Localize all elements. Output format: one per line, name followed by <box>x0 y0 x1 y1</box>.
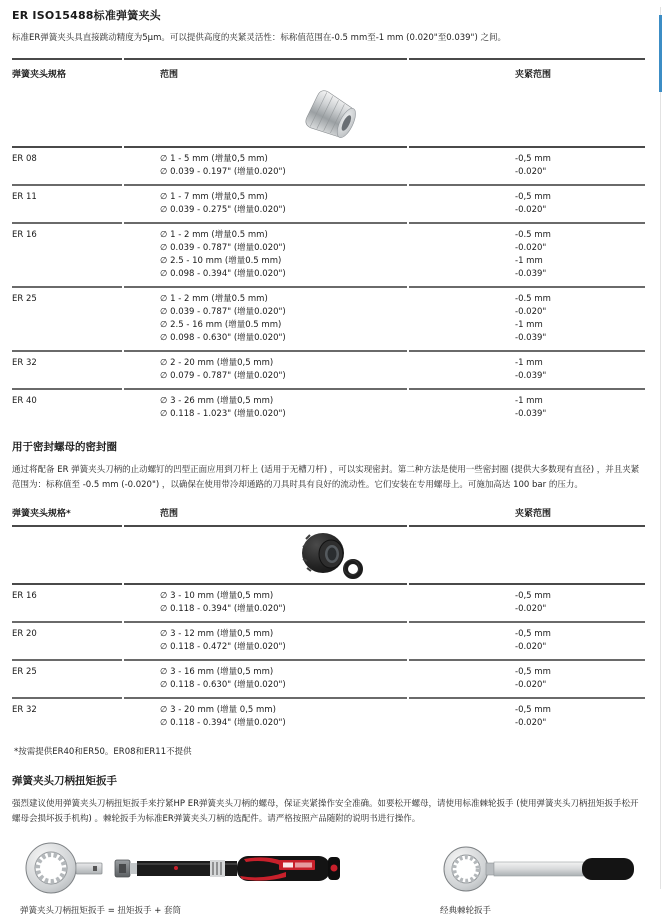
table2-header-row <box>0 499 663 525</box>
range-line: ∅ 3 - 16 mm (增量0,5 mm) <box>160 667 274 677</box>
range-line: ∅ 3 - 20 mm (增量 0,5 mm) <box>160 705 276 715</box>
sealing-nut-icon <box>298 529 366 581</box>
range-line: ∅ 0.039 - 0.197" (增量0.020") <box>160 167 286 177</box>
clamp-line: -0.020" <box>515 167 547 177</box>
clamp-line: -0,5 mm <box>515 629 551 639</box>
clamp-line: -0,5 mm <box>515 192 551 202</box>
table-row <box>0 148 663 184</box>
torque-wrench-icon <box>114 846 342 892</box>
clamp-line: -0.020" <box>515 642 547 652</box>
caption-torque-wrench: 弹簧夹头刀柄扭矩扳手 = 扭矩扳手 + 套筒 <box>20 906 182 916</box>
clamp-range <box>515 293 645 345</box>
range-line: ∅ 0.118 - 1.023" (增量0.020") <box>160 409 286 419</box>
collet-range <box>160 153 515 179</box>
range-line: ∅ 0.039 - 0.787" (增量0.020") <box>160 243 286 253</box>
table-rule <box>12 184 645 186</box>
clamp-line: -0,5 mm <box>515 154 551 164</box>
clamp-range <box>515 191 645 217</box>
page-title: ER ISO15488标准弹簧夹头 <box>12 9 161 22</box>
table-row <box>0 585 663 621</box>
col-header-range: 范围 <box>160 70 179 80</box>
range-line: ∅ 0.079 - 0.787" (增量0.020") <box>160 371 286 381</box>
range-line: ∅ 1 - 7 mm (增量0,5 mm) <box>160 192 268 202</box>
ratchet-wrench-icon <box>440 843 636 895</box>
clamp-range <box>515 153 645 179</box>
collet-range <box>160 395 515 421</box>
section-body-seal-rings: 通过将配备 ER 弹簧夹头刀柄的止动螺钉的凹型正面应用到刀杆上 (适用于无槽刀杆) ，可以实现密封。第二种方法是使用一些密封圈 (提供大多数现有直径) ，并且夹紧范围为：标称值至 -0.5 mm (-0.020") ，以确保在使用带冷却通路的刀具时具有良好的流动性。它们安装在专用螺母上。可施加高达 100 bar 的压力。 <box>12 465 640 490</box>
table-rule <box>12 659 645 661</box>
clamp-line: -0.039" <box>515 409 547 419</box>
collet-spec: ER 11 <box>12 192 37 202</box>
clamp-range <box>515 395 645 421</box>
intro-text: 标准ER弹簧夹头具直接跳动精度为5μm。可以提供高度的夹紧灵活性：标称值范围在-0.5 mm至-1 mm (0.020"至0.039") 之间。 <box>12 33 506 43</box>
collet-range <box>160 666 515 692</box>
collet-spec: ER 40 <box>12 396 37 406</box>
collet-range <box>160 590 515 616</box>
collet-spec: ER 32 <box>12 358 37 368</box>
range-line: ∅ 2.5 - 10 mm (增量0.5 mm) <box>160 256 282 266</box>
range-line: ∅ 0.118 - 0.394" (增量0.020") <box>160 718 286 728</box>
collet-range <box>160 191 515 217</box>
caption-ratchet-wrench: 经典棘轮扳手 <box>440 906 492 916</box>
table-rule <box>12 697 645 699</box>
clamp-line: -0.039" <box>515 371 547 381</box>
clamp-line: -0.020" <box>515 604 547 614</box>
collet-spec: ER 20 <box>12 629 37 639</box>
table-rule <box>12 146 645 148</box>
table-row <box>0 186 663 222</box>
clamp-line: -1 mm <box>515 256 543 266</box>
clamp-range <box>515 666 645 692</box>
collet-spec: ER 25 <box>12 667 37 677</box>
table-row <box>0 623 663 659</box>
socket-ring-icon <box>20 840 106 898</box>
col-header-range: 范围 <box>160 509 179 519</box>
table-rule <box>12 388 645 390</box>
clamp-line: -0.039" <box>515 333 547 343</box>
table-row <box>0 661 663 697</box>
range-line: ∅ 0.118 - 0.394" (增量0.020") <box>160 604 286 614</box>
tool-images-row <box>20 840 663 898</box>
catalog-page <box>0 7 663 916</box>
clamp-line: -1 mm <box>515 358 543 368</box>
section-title-torque-wrench: 弹簧夹头刀柄扭矩扳手 <box>12 775 117 787</box>
clamp-line: -0.039" <box>515 269 547 279</box>
collet-range <box>160 293 515 345</box>
table-rule <box>12 58 645 60</box>
collet-spec: ER 25 <box>12 294 37 304</box>
collet-range <box>160 357 515 383</box>
clamp-range <box>515 590 645 616</box>
clamp-line: -0.020" <box>515 680 547 690</box>
sealing-nut-image <box>0 527 663 583</box>
col-header-clamp: 夹紧范围 <box>515 509 552 519</box>
clamp-line: -0,5 mm <box>515 705 551 715</box>
clamp-line: -0.5 mm <box>515 294 551 304</box>
clamp-line: -1 mm <box>515 320 543 330</box>
col-header-spec: 弹簧夹头规格* <box>12 509 71 519</box>
range-line: ∅ 3 - 12 mm (增量0,5 mm) <box>160 629 274 639</box>
range-line: ∅ 3 - 10 mm (增量0,5 mm) <box>160 591 274 601</box>
clamp-line: -0.020" <box>515 243 547 253</box>
table-row <box>0 352 663 388</box>
range-line: ∅ 0.098 - 0.394" (增量0.020") <box>160 269 286 279</box>
clamp-line: -0.020" <box>515 205 547 215</box>
collet-spec: ER 08 <box>12 154 37 164</box>
page-edge-line <box>660 7 661 889</box>
collet-spec: ER 16 <box>12 591 37 601</box>
clamp-line: -0,5 mm <box>515 591 551 601</box>
clamp-range <box>515 357 645 383</box>
table1-header-row <box>0 60 663 86</box>
er-collet-image <box>0 86 663 146</box>
section-title-seal-rings: 用于密封螺母的密封圈 <box>12 441 117 453</box>
range-line: ∅ 0.118 - 0.630" (增量0.020") <box>160 680 286 690</box>
col-header-clamp: 夹紧范围 <box>515 70 552 80</box>
collet-range <box>160 704 515 730</box>
range-line: ∅ 0.039 - 0.787" (增量0.020") <box>160 307 286 317</box>
range-line: ∅ 0.039 - 0.275" (增量0.020") <box>160 205 286 215</box>
tool-captions-row <box>20 904 663 916</box>
table-rule <box>12 286 645 288</box>
table-rule <box>12 621 645 623</box>
clamp-line: -0.020" <box>515 307 547 317</box>
range-line: ∅ 1 - 5 mm (增量0,5 mm) <box>160 154 268 164</box>
table-rule <box>12 583 645 585</box>
clamp-range <box>515 628 645 654</box>
collet-range <box>160 229 515 281</box>
range-line: ∅ 1 - 2 mm (增量0.5 mm) <box>160 294 268 304</box>
collet-spec: ER 32 <box>12 705 37 715</box>
table-row <box>0 699 663 735</box>
table2-footnote: *按需提供ER40和ER50。ER08和ER11不提供 <box>14 747 192 757</box>
clamp-line: -0.020" <box>515 718 547 728</box>
collet-range <box>160 628 515 654</box>
range-line: ∅ 3 - 26 mm (增量0,5 mm) <box>160 396 274 406</box>
collet-spec: ER 16 <box>12 230 37 240</box>
range-line: ∅ 0.098 - 0.630" (增量0.020") <box>160 333 286 343</box>
blue-accent-bar <box>659 15 662 92</box>
col-header-spec: 弹簧夹头规格 <box>12 70 67 80</box>
clamp-line: -0,5 mm <box>515 667 551 677</box>
clamp-range <box>515 704 645 730</box>
er-collet-icon <box>303 87 361 145</box>
range-line: ∅ 2.5 - 16 mm (增量0.5 mm) <box>160 320 282 330</box>
clamp-line: -0.5 mm <box>515 230 551 240</box>
range-line: ∅ 2 - 20 mm (增量0,5 mm) <box>160 358 274 368</box>
section-body-torque-wrench: 强烈建议使用弹簧夹头刀柄扭矩扳手来拧紧HP ER弹簧夹头刀柄的螺母，保证夹紧操作安全准确。如要松开螺母，请使用标准棘轮扳手 (使用弹簧夹头刀柄扭矩扳手松开螺母会损坏扳手机构) 。棘轮扳手为标准ER弹簧夹头刀柄的选配件。请严格按照产品随附的说明书进行操作。 <box>12 799 639 824</box>
table-rule <box>12 350 645 352</box>
range-line: ∅ 0.118 - 0.472" (增量0.020") <box>160 642 286 652</box>
range-line: ∅ 1 - 2 mm (增量0.5 mm) <box>160 230 268 240</box>
table-row <box>0 288 663 350</box>
table-rule <box>12 222 645 224</box>
table-row <box>0 390 663 426</box>
clamp-range <box>515 229 645 281</box>
table-row <box>0 224 663 286</box>
table-rule <box>12 525 645 527</box>
clamp-line: -1 mm <box>515 396 543 406</box>
